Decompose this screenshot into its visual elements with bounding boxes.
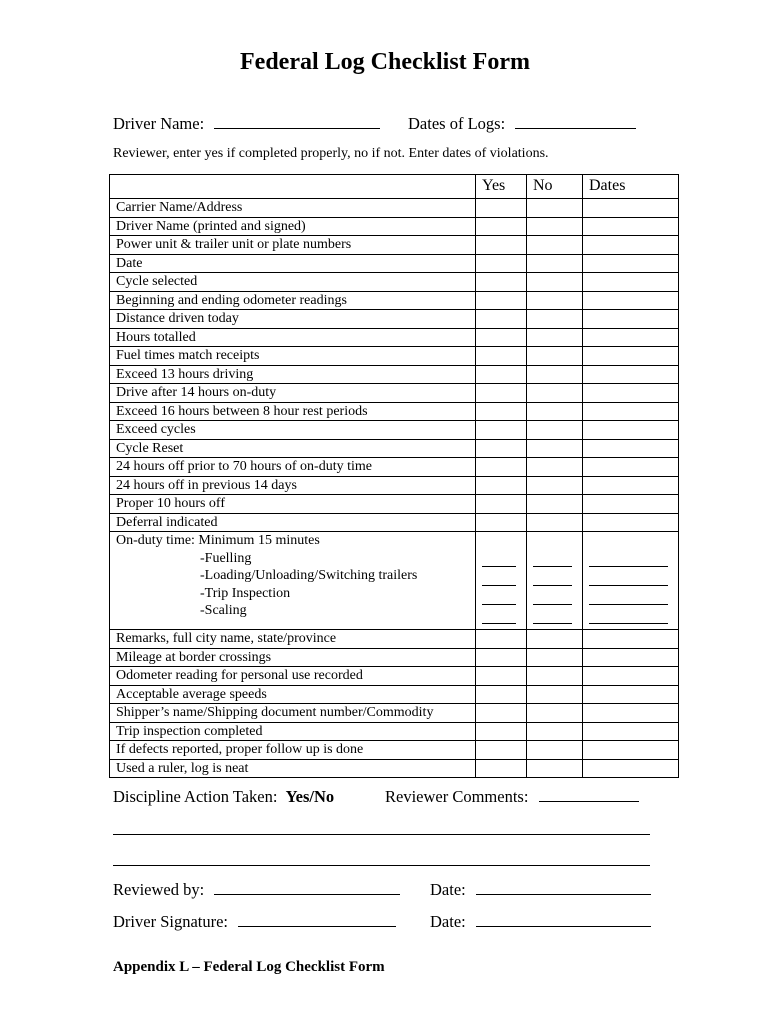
- onduty-sub-item: -Loading/Unloading/Switching trailers: [200, 568, 418, 583]
- dates-cell[interactable]: [583, 273, 679, 292]
- checklist-item-label: Cycle Reset: [110, 439, 476, 458]
- dates-cell[interactable]: [583, 439, 679, 458]
- instructions-text: Reviewer, enter yes if completed properly, no if not. Enter dates of violations.: [113, 146, 549, 161]
- driver-name-row: [113, 114, 380, 134]
- checklist-item-label: Proper 10 hours off: [110, 495, 476, 514]
- no-cell[interactable]: [527, 667, 583, 686]
- dates-cell[interactable]: [583, 741, 679, 760]
- no-cell[interactable]: [527, 291, 583, 310]
- yes-cell[interactable]: [476, 722, 527, 741]
- driver-name-label: Driver Name:: [113, 114, 205, 133]
- checklist-item-label: Drive after 14 hours on-duty: [110, 384, 476, 403]
- driver-signature-label: Driver Signature:: [113, 912, 229, 931]
- no-cell[interactable]: [527, 704, 583, 723]
- no-cell[interactable]: [527, 217, 583, 236]
- onduty-dates-blank[interactable]: [589, 591, 668, 605]
- yes-cell[interactable]: [476, 347, 527, 366]
- yes-cell[interactable]: [476, 310, 527, 329]
- table-row: [110, 217, 679, 236]
- yes-cell[interactable]: [476, 254, 527, 273]
- table-header-row: [110, 175, 679, 199]
- checklist-item-label: Fuel times match receipts: [110, 347, 476, 366]
- no-cell[interactable]: [527, 236, 583, 255]
- header-dates: Dates: [583, 175, 679, 199]
- onduty-sub-item: -Scaling: [200, 603, 247, 618]
- yes-cell[interactable]: [476, 759, 527, 778]
- discipline-row: [113, 787, 334, 807]
- dates-cell[interactable]: [583, 254, 679, 273]
- date-field-1[interactable]: [476, 880, 651, 895]
- table-row: [110, 310, 679, 329]
- comments-line-1[interactable]: [113, 820, 650, 835]
- table-row: [110, 199, 679, 218]
- yes-cell[interactable]: [476, 741, 527, 760]
- dates-cell[interactable]: [583, 722, 679, 741]
- onduty-row: [110, 532, 679, 630]
- table-row: [110, 365, 679, 384]
- checklist-item-label: Date: [110, 254, 476, 273]
- dates-cell[interactable]: [583, 630, 679, 649]
- table-row: [110, 402, 679, 421]
- page-title: Federal Log Checklist Form: [240, 49, 530, 75]
- onduty-dates-blank[interactable]: [589, 572, 668, 586]
- onduty-no-blank[interactable]: [533, 572, 572, 586]
- reviewed-by-row: [113, 880, 400, 900]
- table-row: [110, 236, 679, 255]
- no-cell[interactable]: [527, 458, 583, 477]
- dates-cell[interactable]: [583, 402, 679, 421]
- table-row: [110, 741, 679, 760]
- comments-line-2[interactable]: [113, 851, 650, 866]
- checklist-item-label: Exceed 13 hours driving: [110, 365, 476, 384]
- onduty-no-cell: [527, 532, 583, 630]
- checklist-item-label: Shipper’s name/Shipping document number/Commodity: [110, 704, 476, 723]
- no-cell[interactable]: [527, 759, 583, 778]
- no-cell[interactable]: [527, 254, 583, 273]
- table-row: [110, 458, 679, 477]
- dates-cell[interactable]: [583, 365, 679, 384]
- no-cell[interactable]: [527, 495, 583, 514]
- table-row: [110, 347, 679, 366]
- onduty-yes-blank[interactable]: [482, 610, 516, 624]
- yes-cell[interactable]: [476, 704, 527, 723]
- no-cell[interactable]: [527, 347, 583, 366]
- onduty-yes-cell: [476, 532, 527, 630]
- table-row: [110, 722, 679, 741]
- date-label: Date:: [430, 912, 466, 931]
- table-row: [110, 759, 679, 778]
- dates-cell[interactable]: [583, 458, 679, 477]
- dates-cell[interactable]: [583, 291, 679, 310]
- yes-cell[interactable]: [476, 328, 527, 347]
- yes-cell[interactable]: [476, 291, 527, 310]
- no-cell[interactable]: [527, 685, 583, 704]
- no-cell[interactable]: [527, 630, 583, 649]
- yes-cell[interactable]: [476, 217, 527, 236]
- no-cell[interactable]: [527, 513, 583, 532]
- date-row-1: [430, 880, 651, 900]
- yes-cell[interactable]: [476, 667, 527, 686]
- no-cell[interactable]: [527, 421, 583, 440]
- no-cell[interactable]: [527, 310, 583, 329]
- onduty-label: On-duty time: Minimum 15 minutes: [116, 533, 320, 548]
- no-cell[interactable]: [527, 648, 583, 667]
- onduty-label-cell: [110, 532, 476, 630]
- dates-cell[interactable]: [583, 648, 679, 667]
- table-row: [110, 476, 679, 495]
- checklist-item-label: Odometer reading for personal use recorded: [110, 667, 476, 686]
- onduty-sub-item: -Trip Inspection: [200, 585, 291, 601]
- reviewed-by-label: Reviewed by:: [113, 880, 205, 899]
- checklist-item-label: Trip inspection completed: [110, 722, 476, 741]
- table-row: [110, 384, 679, 403]
- discipline-label: Discipline Action Taken:: [113, 787, 278, 806]
- onduty-no-blank[interactable]: [533, 610, 572, 624]
- onduty-dates-blank[interactable]: [589, 553, 668, 567]
- no-cell[interactable]: [527, 384, 583, 403]
- yes-cell[interactable]: [476, 685, 527, 704]
- yes-cell[interactable]: [476, 365, 527, 384]
- no-cell[interactable]: [527, 365, 583, 384]
- driver-signature-row: [113, 912, 396, 932]
- table-row: [110, 439, 679, 458]
- onduty-dates-cell: [583, 532, 679, 630]
- reviewer-comments-row: [385, 787, 639, 807]
- table-row: [110, 421, 679, 440]
- no-cell[interactable]: [527, 273, 583, 292]
- dates-cell[interactable]: [583, 495, 679, 514]
- no-cell[interactable]: [527, 741, 583, 760]
- table-row: [110, 648, 679, 667]
- yes-cell[interactable]: [476, 495, 527, 514]
- onduty-yes-blank[interactable]: [482, 553, 516, 567]
- dates-cell[interactable]: [583, 236, 679, 255]
- checklist-item-label: Mileage at border crossings: [110, 648, 476, 667]
- dates-cell[interactable]: [583, 199, 679, 218]
- checklist-item-label: Remarks, full city name, state/province: [110, 630, 476, 649]
- dates-cell[interactable]: [583, 513, 679, 532]
- yes-cell[interactable]: [476, 476, 527, 495]
- dates-cell[interactable]: [583, 421, 679, 440]
- driver-name-field[interactable]: [214, 114, 380, 129]
- yes-cell[interactable]: [476, 384, 527, 403]
- checklist-item-label: Exceed cycles: [110, 421, 476, 440]
- yes-cell[interactable]: [476, 439, 527, 458]
- table-row: [110, 273, 679, 292]
- dates-cell[interactable]: [583, 384, 679, 403]
- onduty-dates-blank[interactable]: [589, 610, 668, 624]
- onduty-sub-item: -Fuelling: [200, 550, 252, 566]
- no-cell[interactable]: [527, 439, 583, 458]
- yes-cell[interactable]: [476, 648, 527, 667]
- no-cell[interactable]: [527, 402, 583, 421]
- onduty-yes-blank[interactable]: [482, 572, 516, 586]
- checklist-item-label: Cycle selected: [110, 273, 476, 292]
- yes-cell[interactable]: [476, 236, 527, 255]
- onduty-yes-blank[interactable]: [482, 591, 516, 605]
- checklist-item-label: 24 hours off in previous 14 days: [110, 476, 476, 495]
- date-label: Date:: [430, 880, 466, 899]
- discipline-value: Yes/No: [285, 787, 335, 806]
- checklist-item-label: Deferral indicated: [110, 513, 476, 532]
- driver-signature-field[interactable]: [238, 912, 396, 927]
- checklist-table: [109, 174, 679, 778]
- checklist-item-label: Beginning and ending odometer readings: [110, 291, 476, 310]
- table-row: [110, 495, 679, 514]
- header-blank-cell: [110, 175, 476, 199]
- dates-of-logs-label: Dates of Logs:: [408, 114, 506, 133]
- appendix-footer: Appendix L – Federal Log Checklist Form: [113, 959, 385, 975]
- checklist-item-label: Used a ruler, log is neat: [110, 759, 476, 778]
- checklist-item-label: 24 hours off prior to 70 hours of on-duty time: [110, 458, 476, 477]
- header-yes: Yes: [476, 175, 527, 199]
- table-row: [110, 667, 679, 686]
- no-cell[interactable]: [527, 476, 583, 495]
- dates-cell[interactable]: [583, 759, 679, 778]
- onduty-no-blank[interactable]: [533, 553, 572, 567]
- reviewer-comments-field[interactable]: [539, 787, 639, 802]
- dates-of-logs-field[interactable]: [515, 114, 636, 129]
- checklist-item-label: If defects reported, proper follow up is done: [110, 741, 476, 760]
- dates-cell[interactable]: [583, 704, 679, 723]
- dates-cell[interactable]: [583, 685, 679, 704]
- yes-cell[interactable]: [476, 273, 527, 292]
- dates-cell[interactable]: [583, 217, 679, 236]
- checklist-item-label: Exceed 16 hours between 8 hour rest periods: [110, 402, 476, 421]
- table-row: [110, 513, 679, 532]
- date-row-2: [430, 912, 651, 932]
- yes-cell[interactable]: [476, 630, 527, 649]
- reviewer-comments-label: Reviewer Comments:: [385, 787, 529, 806]
- dates-cell[interactable]: [583, 476, 679, 495]
- table-row: [110, 254, 679, 273]
- checklist-item-label: Driver Name (printed and signed): [110, 217, 476, 236]
- table-row: [110, 328, 679, 347]
- dates-cell[interactable]: [583, 310, 679, 329]
- reviewed-by-field[interactable]: [214, 880, 400, 895]
- header-no: No: [527, 175, 583, 199]
- yes-cell[interactable]: [476, 199, 527, 218]
- no-cell[interactable]: [527, 722, 583, 741]
- dates-cell[interactable]: [583, 667, 679, 686]
- yes-cell[interactable]: [476, 402, 527, 421]
- dates-cell[interactable]: [583, 328, 679, 347]
- no-cell[interactable]: [527, 328, 583, 347]
- yes-cell[interactable]: [476, 513, 527, 532]
- checklist-item-label: Power unit & trailer unit or plate numbers: [110, 236, 476, 255]
- table-row: [110, 291, 679, 310]
- table-row: [110, 685, 679, 704]
- dates-of-logs-row: [408, 114, 636, 134]
- onduty-no-blank[interactable]: [533, 591, 572, 605]
- date-field-2[interactable]: [476, 912, 651, 927]
- table-row: [110, 704, 679, 723]
- table-row: [110, 630, 679, 649]
- dates-cell[interactable]: [583, 347, 679, 366]
- checklist-item-label: Acceptable average speeds: [110, 685, 476, 704]
- checklist-item-label: Hours totalled: [110, 328, 476, 347]
- yes-cell[interactable]: [476, 458, 527, 477]
- checklist-item-label: Distance driven today: [110, 310, 476, 329]
- checklist-item-label: Carrier Name/Address: [110, 199, 476, 218]
- yes-cell[interactable]: [476, 421, 527, 440]
- no-cell[interactable]: [527, 199, 583, 218]
